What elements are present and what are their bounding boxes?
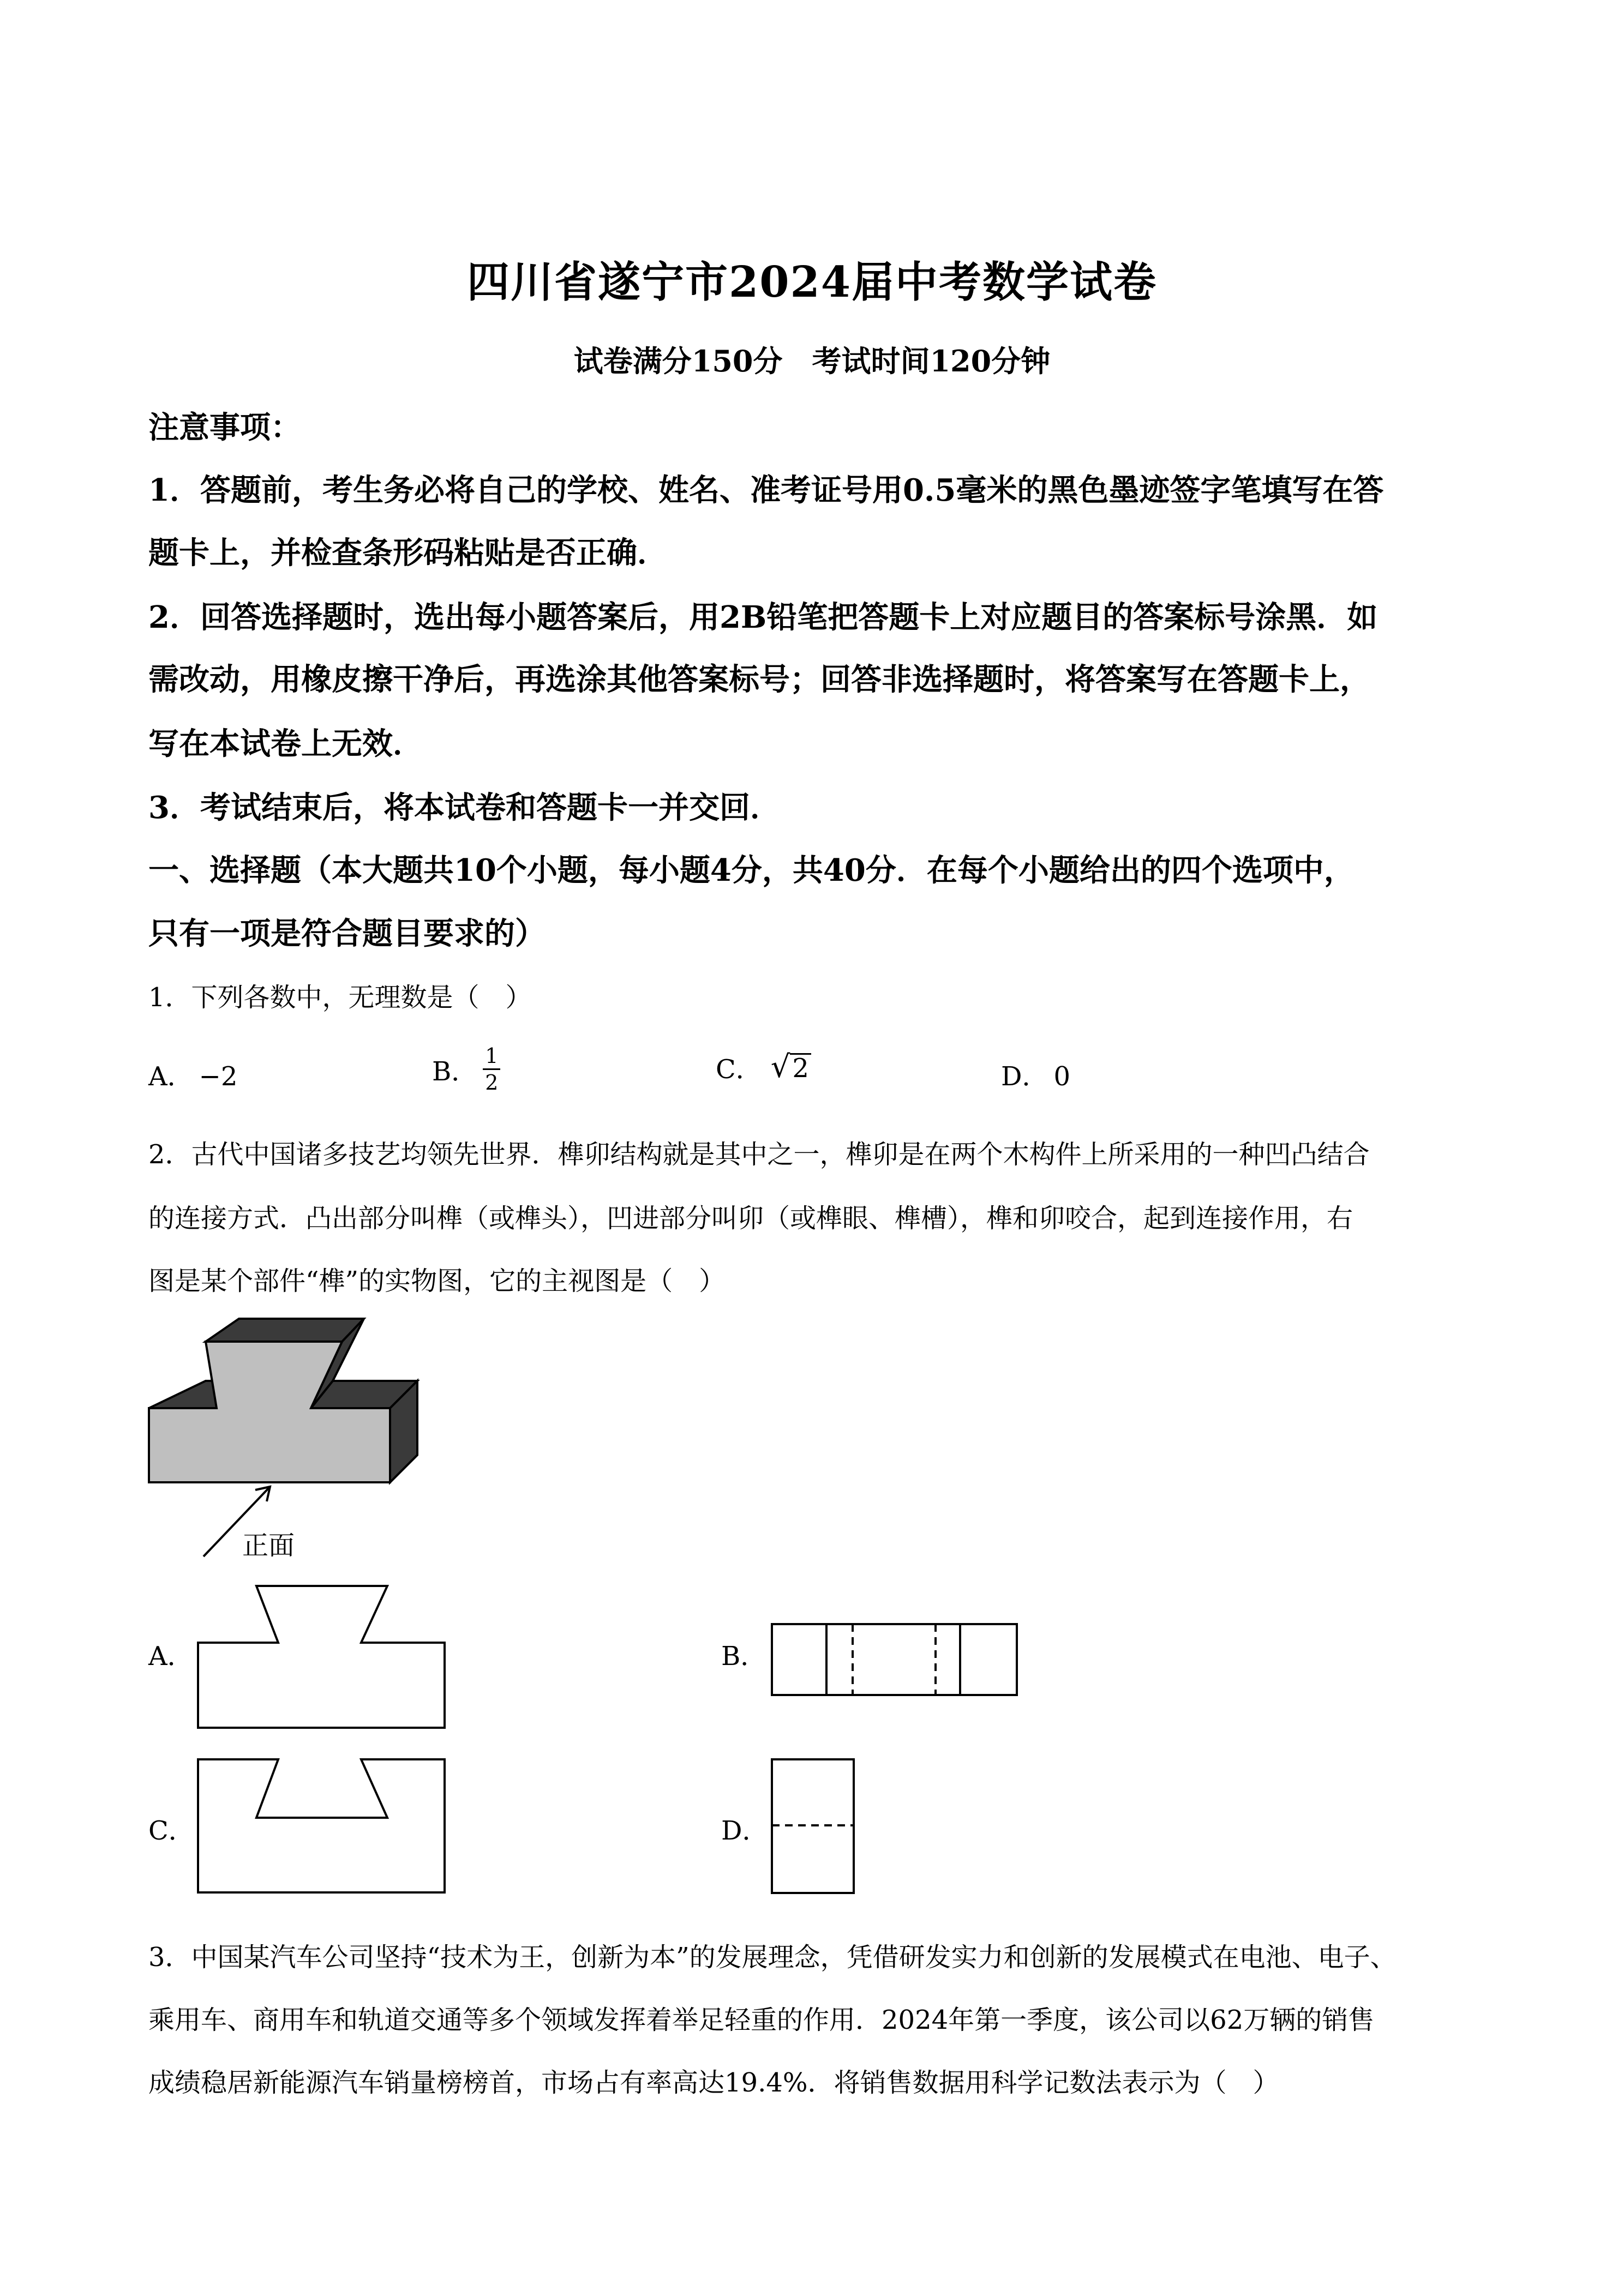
- notice-item-1-line-2: 题卡上，并检查条形码粘贴是否正确．: [148, 535, 668, 571]
- question-3-line-2: 乘用车、商用车和轨道交通等多个领域发挥着举足轻重的作用．2024年第一季度，该公司以62万辆的销售: [148, 2005, 1375, 2035]
- page-title: 四川省遂宁市2024届中考数学试卷: [466, 257, 1158, 307]
- question-2-line-2: 的连接方式．凸出部分叫榫（或榫头），凹进部分叫卯（或榫眼、榫槽），榫和卯咬合，起到连接作用，右: [148, 1203, 1353, 1234]
- option-label: C．: [716, 1054, 762, 1085]
- notice-item-2-line-2: 需改动，用橡皮擦干净后，再选涂其他答案标号；回答非选择题时，将答案写在答题卡上，: [148, 662, 1370, 698]
- option-label: D．: [1001, 1061, 1048, 1092]
- fraction-denominator: 2: [485, 1070, 499, 1095]
- q2-option-a-label: A．: [148, 1641, 194, 1672]
- q2-option-b-label: B．: [721, 1641, 767, 1672]
- front-label: 正面: [242, 1530, 295, 1561]
- q2-option-c-label: C．: [148, 1816, 195, 1846]
- notice-item-3: 3．考试结束后，将本试卷和答题卡一并交回．: [148, 790, 781, 826]
- fraction-numerator: 1: [483, 1045, 500, 1070]
- section-1-heading-line-2: 只有一项是符合题目要求的）: [148, 916, 546, 952]
- option-value: −2: [199, 1061, 238, 1092]
- question-2-line-1: 2．古代中国诸多技艺均领先世界．榫卯结构就是其中之一，榫卯是在两个木构件上所采用的一种凹凸结合: [148, 1139, 1370, 1170]
- question-3-line-1: 3．中国某汽车公司坚持“技术为王，创新为本”的发展理念，凭借研发实力和创新的发展模式在电池、电子、: [148, 1942, 1397, 1973]
- notice-item-2-line-1: 2．回答选择题时，选出每小题答案后，用2B铅笔把答题卡上对应题目的答案标号涂黑．如: [148, 599, 1378, 635]
- question-2-line-3: 图是某个部件“榫”的实物图，它的主视图是（ ）: [148, 1266, 726, 1296]
- section-1-heading-line-1: 一、选择题（本大题共10个小题，每小题4分，共40分．在每个小题给出的四个选项中，: [148, 852, 1355, 888]
- option-label: A．: [148, 1061, 194, 1092]
- page-subtitle: 试卷满分150分 考试时间120分钟: [573, 344, 1051, 378]
- q2-option-d-label: D．: [721, 1816, 769, 1846]
- notice-item-1-line-1: 1．答题前，考生务必将自己的学校、姓名、准考证号用0.5毫米的黑色墨迹签字笔填写在答: [148, 472, 1384, 508]
- option-value: 0: [1053, 1061, 1071, 1092]
- radical-sign: √: [770, 1049, 790, 1085]
- question-3-line-3: 成绩稳居新能源汽车销量榜榜首，市场占有率高达19.4%．将销售数据用科学记数法表示为（ ）: [148, 2067, 1279, 2098]
- notice-item-2-line-3: 写在本试卷上无效．: [148, 726, 423, 762]
- notice-heading: 注意事项：: [148, 410, 301, 446]
- question-1-stem: 1．下列各数中，无理数是（ ）: [148, 982, 532, 1013]
- option-label: B．: [432, 1056, 478, 1087]
- radicand: 2: [790, 1053, 811, 1082]
